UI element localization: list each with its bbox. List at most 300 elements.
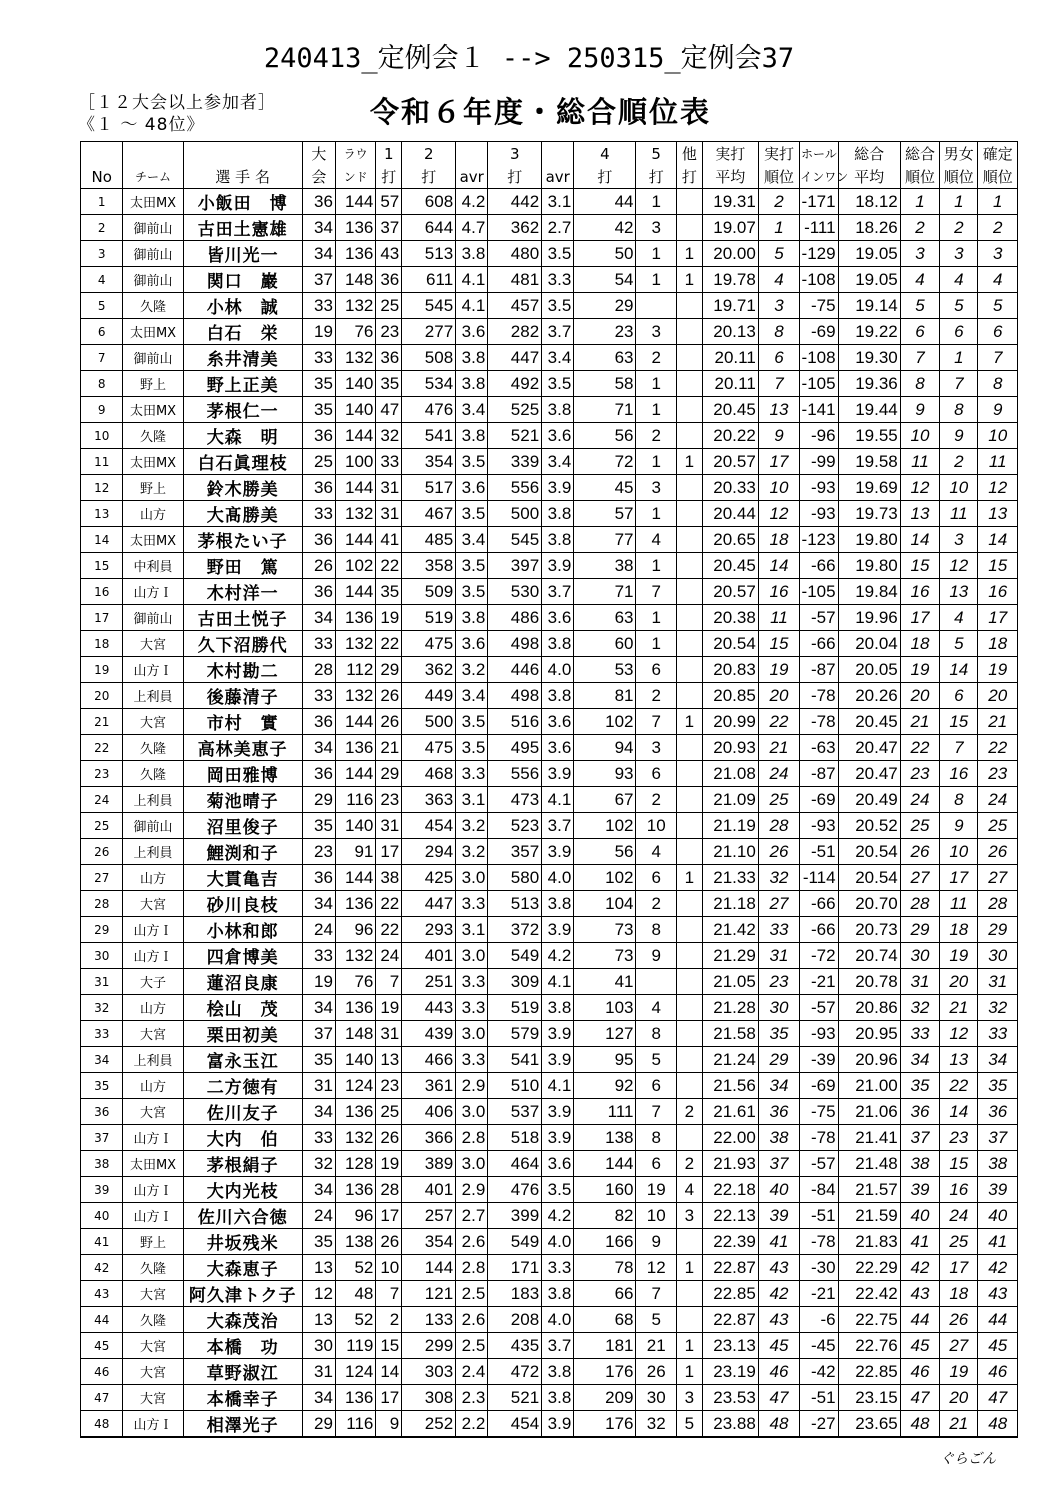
stat-value: 513 xyxy=(402,241,456,267)
table-row xyxy=(81,1125,1018,1151)
stat-value: 34 xyxy=(302,605,335,631)
header-cell xyxy=(456,142,488,166)
stat-value: 435 xyxy=(488,1333,542,1359)
team-name: 御前山 xyxy=(123,215,183,241)
stat-value: 3.9 xyxy=(542,1047,574,1073)
stat-value: 136 xyxy=(335,1177,375,1203)
stroke-count: 2 xyxy=(636,787,676,813)
stat-value: 82 xyxy=(574,1203,636,1229)
stat-value: 389 xyxy=(402,1151,456,1177)
player-name: 岡田雅博 xyxy=(183,761,302,787)
stat-value: 22.00 xyxy=(702,1125,758,1151)
stat-value: 21.19 xyxy=(702,813,758,839)
rank-value: 14 xyxy=(900,527,939,553)
rank-value: 6 xyxy=(940,683,978,709)
header-cell: 打 xyxy=(636,165,676,189)
stat-value: 21.08 xyxy=(702,761,758,787)
stat-value: 24 xyxy=(302,1203,335,1229)
rank-value: 20 xyxy=(940,1385,978,1411)
stat-value: -66 xyxy=(800,553,838,579)
stat-value: 7 xyxy=(376,969,402,995)
stat-value: 136 xyxy=(335,241,375,267)
stat-value: 611 xyxy=(402,267,456,293)
player-name: 皆川光一 xyxy=(183,241,302,267)
rank-value: 24 xyxy=(758,761,799,787)
stat-value: 3.9 xyxy=(542,1411,574,1438)
stat-value: 3.6 xyxy=(542,735,574,761)
team-name: 太田MX xyxy=(123,397,183,423)
stroke-count xyxy=(676,787,702,813)
rank-value: 34 xyxy=(758,1073,799,1099)
stat-value: 26 xyxy=(376,709,402,735)
row-number: 9 xyxy=(81,397,123,423)
stat-value: 18.26 xyxy=(838,215,900,241)
stroke-count xyxy=(676,1125,702,1151)
stat-value: 3.4 xyxy=(542,449,574,475)
stat-value: 33 xyxy=(302,943,335,969)
row-number: 44 xyxy=(81,1307,123,1333)
stat-value: 66 xyxy=(574,1281,636,1307)
stroke-count: 1 xyxy=(676,241,702,267)
stat-value: 2.4 xyxy=(456,1359,488,1385)
rank-value: 7 xyxy=(978,345,1018,371)
stat-value: 21.58 xyxy=(702,1021,758,1047)
rank-value: 19 xyxy=(758,657,799,683)
row-number: 34 xyxy=(81,1047,123,1073)
rank-value: 37 xyxy=(758,1151,799,1177)
header-row-top xyxy=(81,142,1018,166)
stat-value: 22.85 xyxy=(702,1281,758,1307)
stat-value: 3.8 xyxy=(542,891,574,917)
stroke-count xyxy=(676,1047,702,1073)
stat-value: 308 xyxy=(402,1385,456,1411)
row-number: 3 xyxy=(81,241,123,267)
header-cell: 他 xyxy=(676,142,702,166)
rank-value: 29 xyxy=(978,917,1018,943)
stat-value: 102 xyxy=(335,553,375,579)
row-number: 15 xyxy=(81,553,123,579)
stroke-count: 7 xyxy=(636,1099,676,1125)
stat-value: 556 xyxy=(488,475,542,501)
stat-value: 21.06 xyxy=(838,1099,900,1125)
stat-value: 19 xyxy=(376,605,402,631)
stat-value: 21.93 xyxy=(702,1151,758,1177)
stat-value: -72 xyxy=(800,943,838,969)
stat-value: 20.04 xyxy=(838,631,900,657)
stat-value: 579 xyxy=(488,1021,542,1047)
stat-value: 209 xyxy=(574,1385,636,1411)
rank-value: 33 xyxy=(900,1021,939,1047)
header-cell xyxy=(183,142,302,166)
stat-value: 19.78 xyxy=(702,267,758,293)
rank-value: 34 xyxy=(900,1047,939,1073)
rank-value: 27 xyxy=(940,1333,978,1359)
stroke-count: 5 xyxy=(636,1047,676,1073)
stat-value: 36 xyxy=(302,761,335,787)
stat-value: 3.2 xyxy=(456,813,488,839)
table-row xyxy=(81,969,1018,995)
stat-value: 26 xyxy=(302,553,335,579)
rank-value: 5 xyxy=(900,293,939,319)
ranking-table xyxy=(80,141,1018,1438)
stat-value: 31 xyxy=(302,1359,335,1385)
stat-value: 144 xyxy=(335,527,375,553)
player-name: 二方徳有 xyxy=(183,1073,302,1099)
rank-value: 34 xyxy=(978,1047,1018,1073)
rank-value: 41 xyxy=(900,1229,939,1255)
stroke-count: 32 xyxy=(636,1411,676,1438)
stat-value: 34 xyxy=(302,1177,335,1203)
player-name: 小林 誠 xyxy=(183,293,302,319)
stat-value: 35 xyxy=(302,371,335,397)
stroke-count: 3 xyxy=(636,475,676,501)
stat-value: 510 xyxy=(488,1073,542,1099)
header-cell: No xyxy=(81,165,123,189)
team-name: 太田MX xyxy=(123,189,183,215)
row-number: 7 xyxy=(81,345,123,371)
rank-value: 28 xyxy=(978,891,1018,917)
stat-value: 3.3 xyxy=(456,761,488,787)
stat-value: 2.5 xyxy=(456,1281,488,1307)
stat-value: 35 xyxy=(302,397,335,423)
stat-value: 140 xyxy=(335,813,375,839)
stat-value: 21 xyxy=(376,735,402,761)
stat-value: 3.0 xyxy=(456,1099,488,1125)
rank-value: 6 xyxy=(940,319,978,345)
stat-value: 3.4 xyxy=(456,527,488,553)
player-name: 高林美恵子 xyxy=(183,735,302,761)
stat-value: 42 xyxy=(574,215,636,241)
player-name: 本橋幸子 xyxy=(183,1385,302,1411)
stat-value: 3.0 xyxy=(456,1151,488,1177)
stat-value: -69 xyxy=(800,319,838,345)
stat-value: 132 xyxy=(335,293,375,319)
header-cell: ンド xyxy=(335,165,375,189)
row-number: 24 xyxy=(81,787,123,813)
player-name: 蓮沼良康 xyxy=(183,969,302,995)
team-name: 久隆 xyxy=(123,761,183,787)
stat-value: 63 xyxy=(574,605,636,631)
stat-value: 20.45 xyxy=(702,397,758,423)
player-name: 大森恵子 xyxy=(183,1255,302,1281)
author-signature: ぐらごん xyxy=(940,1451,996,1467)
player-name: 佐川友子 xyxy=(183,1099,302,1125)
stat-value: 56 xyxy=(574,423,636,449)
stat-value: 72 xyxy=(574,449,636,475)
team-name: 山方Ｉ xyxy=(123,657,183,683)
stat-value: 21.56 xyxy=(702,1073,758,1099)
stat-value: 509 xyxy=(402,579,456,605)
rank-value: 26 xyxy=(758,839,799,865)
stat-value: 176 xyxy=(574,1411,636,1438)
rank-value: 3 xyxy=(940,527,978,553)
stat-value: 102 xyxy=(574,865,636,891)
stroke-count: 2 xyxy=(636,683,676,709)
stat-value: 47 xyxy=(376,397,402,423)
rank-value: 22 xyxy=(940,1073,978,1099)
stat-value: 132 xyxy=(335,1125,375,1151)
stat-value: 472 xyxy=(488,1359,542,1385)
row-number: 13 xyxy=(81,501,123,527)
stat-value: 23 xyxy=(302,839,335,865)
stat-value: -51 xyxy=(800,839,838,865)
stroke-count xyxy=(676,319,702,345)
rank-value: 8 xyxy=(758,319,799,345)
stat-value: 19.55 xyxy=(838,423,900,449)
stat-value: 3.8 xyxy=(542,527,574,553)
stat-value: 3.1 xyxy=(456,787,488,813)
stroke-count xyxy=(676,423,702,449)
stat-value: 3.9 xyxy=(542,553,574,579)
stat-value: 3.6 xyxy=(456,319,488,345)
team-name: 大宮 xyxy=(123,891,183,917)
stat-value: 19.14 xyxy=(838,293,900,319)
stat-value: 537 xyxy=(488,1099,542,1125)
stat-value: 28 xyxy=(376,1177,402,1203)
rank-value: 9 xyxy=(758,423,799,449)
stroke-count: 6 xyxy=(636,761,676,787)
rank-value: 9 xyxy=(940,813,978,839)
stat-value: 23.15 xyxy=(838,1385,900,1411)
stat-value: 20.99 xyxy=(702,709,758,735)
stat-value: 2.9 xyxy=(456,1177,488,1203)
stat-value: 580 xyxy=(488,865,542,891)
stat-value: 19.58 xyxy=(838,449,900,475)
stat-value: 21.29 xyxy=(702,943,758,969)
stat-value: 10 xyxy=(376,1255,402,1281)
rank-value: 1 xyxy=(978,189,1018,215)
rank-value: 11 xyxy=(940,891,978,917)
stat-value: 362 xyxy=(488,215,542,241)
stat-value: 14 xyxy=(376,1359,402,1385)
stat-value: 257 xyxy=(402,1203,456,1229)
row-number: 48 xyxy=(81,1411,123,1438)
stat-value: 119 xyxy=(335,1333,375,1359)
stroke-count: 1 xyxy=(676,709,702,735)
rank-value: 17 xyxy=(758,449,799,475)
stat-value: 23 xyxy=(376,1073,402,1099)
row-number: 1 xyxy=(81,189,123,215)
stat-value: 12 xyxy=(302,1281,335,1307)
table-row xyxy=(81,657,1018,683)
stat-value: 20.45 xyxy=(838,709,900,735)
player-name: 野上正美 xyxy=(183,371,302,397)
stat-value: 138 xyxy=(335,1229,375,1255)
team-name: 中利員 xyxy=(123,553,183,579)
rank-value: 5 xyxy=(978,293,1018,319)
stat-value: 67 xyxy=(574,787,636,813)
rank-value: 46 xyxy=(900,1359,939,1385)
player-name: 野田 篤 xyxy=(183,553,302,579)
stat-value: 19.31 xyxy=(702,189,758,215)
stat-value: 20.74 xyxy=(838,943,900,969)
rank-value: 14 xyxy=(978,527,1018,553)
stat-value: 93 xyxy=(574,761,636,787)
rank-value: 19 xyxy=(940,943,978,969)
row-number: 47 xyxy=(81,1385,123,1411)
stat-value: 21.59 xyxy=(838,1203,900,1229)
rank-value: 13 xyxy=(758,397,799,423)
rank-value: 47 xyxy=(758,1385,799,1411)
stat-value: 19.80 xyxy=(838,527,900,553)
player-name: 大貫亀吉 xyxy=(183,865,302,891)
table-row xyxy=(81,1203,1018,1229)
rank-value: 18 xyxy=(900,631,939,657)
team-name: 大子 xyxy=(123,969,183,995)
stat-value: 102 xyxy=(574,813,636,839)
stat-value: 144 xyxy=(335,475,375,501)
stat-value: 21.61 xyxy=(702,1099,758,1125)
stat-value: 20.96 xyxy=(838,1047,900,1073)
stroke-count xyxy=(676,579,702,605)
stat-value: 19.73 xyxy=(838,501,900,527)
stat-value: 144 xyxy=(402,1255,456,1281)
stat-value: 17 xyxy=(376,1385,402,1411)
team-name: 山方Ｉ xyxy=(123,1125,183,1151)
stat-value: 3.4 xyxy=(542,345,574,371)
rank-value: 9 xyxy=(940,423,978,449)
stat-value: 397 xyxy=(488,553,542,579)
stat-value: 34 xyxy=(302,891,335,917)
stat-value: 3.7 xyxy=(542,319,574,345)
stat-value: 20.54 xyxy=(702,631,758,657)
stat-value: 9 xyxy=(376,1411,402,1438)
header-cell: ラウ xyxy=(335,142,375,166)
header-cell: 大 xyxy=(302,142,335,166)
stroke-count: 9 xyxy=(636,1229,676,1255)
stroke-count: 1 xyxy=(676,1333,702,1359)
table-row xyxy=(81,1333,1018,1359)
stat-value: 19.05 xyxy=(838,267,900,293)
stat-value: 20.33 xyxy=(702,475,758,501)
stat-value: 525 xyxy=(488,397,542,423)
rank-value: 27 xyxy=(900,865,939,891)
stroke-count xyxy=(676,917,702,943)
stroke-count: 2 xyxy=(636,345,676,371)
rank-value: 27 xyxy=(758,891,799,917)
stat-value: 140 xyxy=(335,397,375,423)
stat-value: 486 xyxy=(488,605,542,631)
stat-value: 4.2 xyxy=(456,189,488,215)
stat-value: 3.7 xyxy=(542,813,574,839)
row-number: 4 xyxy=(81,267,123,293)
rank-value: 18 xyxy=(978,631,1018,657)
table-row xyxy=(81,371,1018,397)
player-name: 後藤清子 xyxy=(183,683,302,709)
stat-value: 447 xyxy=(488,345,542,371)
row-number: 8 xyxy=(81,371,123,397)
stat-value: 277 xyxy=(402,319,456,345)
stat-value: 492 xyxy=(488,371,542,397)
stat-value: 36 xyxy=(302,527,335,553)
stat-value: 2.7 xyxy=(456,1203,488,1229)
rank-value: 45 xyxy=(758,1333,799,1359)
stat-value: -66 xyxy=(800,631,838,657)
rank-value: 42 xyxy=(900,1255,939,1281)
rank-value: 33 xyxy=(758,917,799,943)
player-name: 木村洋一 xyxy=(183,579,302,605)
stat-value: 523 xyxy=(488,813,542,839)
stat-value: 33 xyxy=(302,345,335,371)
stroke-count: 2 xyxy=(636,423,676,449)
stat-value: 132 xyxy=(335,345,375,371)
row-number: 33 xyxy=(81,1021,123,1047)
row-number: 11 xyxy=(81,449,123,475)
stroke-count: 1 xyxy=(636,189,676,215)
stroke-count xyxy=(676,371,702,397)
stat-value: 33 xyxy=(302,501,335,527)
stat-value: 22.87 xyxy=(702,1255,758,1281)
stroke-count: 8 xyxy=(636,1021,676,1047)
player-name: 古田土憲雄 xyxy=(183,215,302,241)
stat-value: 20.78 xyxy=(838,969,900,995)
team-name: 太田MX xyxy=(123,1151,183,1177)
stat-value: -105 xyxy=(800,579,838,605)
stat-value: -51 xyxy=(800,1385,838,1411)
stat-value: 3.2 xyxy=(456,839,488,865)
stat-value: 3.8 xyxy=(542,995,574,1021)
stat-value: 4.0 xyxy=(542,865,574,891)
stat-value: 500 xyxy=(402,709,456,735)
header-cell: avr xyxy=(456,165,488,189)
rank-value: 28 xyxy=(758,813,799,839)
rank-value: 7 xyxy=(940,371,978,397)
stroke-count: 3 xyxy=(636,735,676,761)
stat-value: 21.10 xyxy=(702,839,758,865)
stat-value: 136 xyxy=(335,215,375,241)
stat-value: 33 xyxy=(302,683,335,709)
rank-value: 13 xyxy=(900,501,939,527)
player-name: 沼里俊子 xyxy=(183,813,302,839)
rank-value: 2 xyxy=(978,215,1018,241)
rank-value: 16 xyxy=(940,1177,978,1203)
stat-value: 103 xyxy=(574,995,636,1021)
team-name: 山方Ｉ xyxy=(123,1177,183,1203)
stat-value: -105 xyxy=(800,371,838,397)
header-cell: 順位 xyxy=(758,165,799,189)
header-cell: 実打 xyxy=(758,142,799,166)
stat-value: 41 xyxy=(376,527,402,553)
rank-value: 26 xyxy=(978,839,1018,865)
stat-value: 358 xyxy=(402,553,456,579)
stat-value: 35 xyxy=(302,1229,335,1255)
stat-value: -51 xyxy=(800,1203,838,1229)
team-name: 太田MX xyxy=(123,527,183,553)
stat-value: 541 xyxy=(488,1047,542,1073)
stat-value: 481 xyxy=(488,267,542,293)
stat-value: 26 xyxy=(376,1229,402,1255)
team-name: 上利員 xyxy=(123,1047,183,1073)
stat-value: 521 xyxy=(488,1385,542,1411)
stroke-count xyxy=(676,891,702,917)
stat-value: 102 xyxy=(574,709,636,735)
table-row xyxy=(81,709,1018,735)
row-number: 39 xyxy=(81,1177,123,1203)
stat-value: 136 xyxy=(335,735,375,761)
stat-value: 476 xyxy=(488,1177,542,1203)
rank-value: 22 xyxy=(900,735,939,761)
stroke-count: 1 xyxy=(636,605,676,631)
stat-value: 357 xyxy=(488,839,542,865)
stat-value: 3.6 xyxy=(456,475,488,501)
stat-value: 3.5 xyxy=(456,709,488,735)
stat-value: 35 xyxy=(376,579,402,605)
rank-value: 20 xyxy=(900,683,939,709)
stat-value: -75 xyxy=(800,293,838,319)
table-row xyxy=(81,1021,1018,1047)
stat-value: -123 xyxy=(800,527,838,553)
rank-value: 12 xyxy=(978,475,1018,501)
